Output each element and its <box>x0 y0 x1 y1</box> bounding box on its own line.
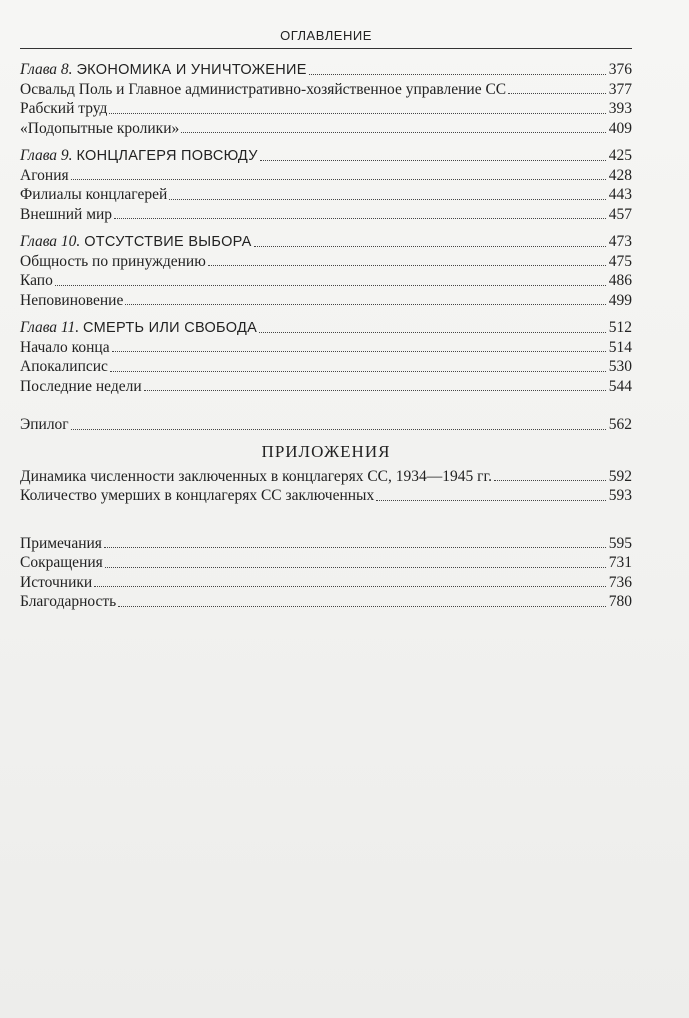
entry-title: Капо <box>20 272 53 289</box>
entry-title: Филиалы концлагерей <box>20 186 168 203</box>
dot-leader <box>110 371 606 372</box>
toc-entry <box>20 553 632 573</box>
toc-entry <box>20 573 632 593</box>
page-number: 512 <box>608 319 632 336</box>
entry-title: Эпилог <box>20 416 69 433</box>
chapter-row <box>20 146 632 166</box>
dot-leader <box>494 480 606 481</box>
dot-leader <box>71 429 606 430</box>
page-number: 486 <box>608 272 632 289</box>
spacer <box>20 138 632 146</box>
dot-leader <box>114 218 606 219</box>
spacer <box>20 396 632 415</box>
dot-leader <box>94 586 606 587</box>
entry-title: Освальд Поль и Главное административно-хозяйственное управление СС <box>20 80 507 98</box>
page-number: 499 <box>608 291 632 309</box>
entry-title: Апокалипсис <box>20 358 108 375</box>
dot-leader <box>104 547 606 548</box>
dot-leader <box>508 93 606 94</box>
chapter-row <box>20 318 632 338</box>
entry-title: Источники <box>20 573 93 591</box>
page-number: 376 <box>608 61 632 78</box>
page-number: 443 <box>608 186 632 203</box>
dot-leader <box>259 332 606 333</box>
toc-entry <box>20 119 632 139</box>
entry-title: Динамика численности заключенных в концлагерях СС, 1934—1945 гг. <box>20 467 492 485</box>
page-number: 514 <box>608 338 632 356</box>
chapter-label: Глава 8. <box>20 61 73 78</box>
chapter-title: КОНЦЛАГЕРЯ ПОВСЮДУ <box>76 148 258 164</box>
page-number: 409 <box>608 119 632 137</box>
dot-leader <box>169 199 606 200</box>
page-number: 475 <box>608 252 632 270</box>
entry-title: Агония <box>20 166 69 184</box>
epilogue-row <box>20 415 632 435</box>
toc-entry <box>20 252 632 272</box>
dot-leader <box>118 606 606 607</box>
chapter-title: ЭКОНОМИКА И УНИЧТОЖЕНИЕ <box>76 62 307 78</box>
page-number: 425 <box>608 147 632 164</box>
page-number: 473 <box>608 233 632 250</box>
page-number: 377 <box>608 80 632 98</box>
page-number: 393 <box>608 100 632 117</box>
chapter-label: Глава 11. <box>20 319 80 336</box>
page-header: ОГЛАВЛЕНИЕ <box>280 28 372 43</box>
toc-entry <box>20 99 632 119</box>
spacer <box>20 506 632 534</box>
dot-leader <box>112 351 606 352</box>
entry-title: Количество умерших в концлагерях СС заключенных <box>20 487 375 504</box>
entry-title: Рабский труд <box>20 100 108 117</box>
toc-entry <box>20 467 632 487</box>
page-number: 736 <box>608 573 632 591</box>
toc-entry <box>20 357 632 377</box>
page-number: 593 <box>608 487 632 504</box>
table-of-contents <box>20 60 632 612</box>
dot-leader <box>309 74 606 75</box>
page-number: 530 <box>608 358 632 375</box>
page-number: 544 <box>608 377 632 395</box>
page-number: 428 <box>608 166 632 184</box>
entry-title: Неповиновение <box>20 291 124 309</box>
entry-title: «Подопытные кролики» <box>20 119 180 137</box>
dot-leader <box>260 160 606 161</box>
toc-entry <box>20 185 632 205</box>
dot-leader <box>55 285 606 286</box>
page-number: 457 <box>608 205 632 223</box>
toc-entry <box>20 338 632 358</box>
header-rule <box>20 48 632 49</box>
entry-title: Последние недели <box>20 377 142 395</box>
spacer <box>20 224 632 232</box>
chapter-row <box>20 232 632 252</box>
dot-leader <box>208 265 606 266</box>
entry-title: Общность по принуждению <box>20 252 206 270</box>
dot-leader <box>254 246 606 247</box>
dot-leader <box>376 500 606 501</box>
appendix-heading: ПРИЛОЖЕНИЯ <box>261 441 391 461</box>
page-number: 731 <box>608 554 632 571</box>
page-number: 592 <box>608 467 632 485</box>
dot-leader <box>71 179 606 180</box>
toc-entry <box>20 271 632 291</box>
chapter-label: Глава 9. <box>20 147 73 164</box>
toc-entry <box>20 534 632 554</box>
toc-entry <box>20 592 632 612</box>
dot-leader <box>105 567 606 568</box>
toc-entry <box>20 205 632 225</box>
page-number: 780 <box>608 593 632 610</box>
page-number: 562 <box>608 416 632 433</box>
toc-entry <box>20 291 632 311</box>
entry-title: Благодарность <box>20 593 117 610</box>
entry-title: Сокращения <box>20 554 103 571</box>
dot-leader <box>144 390 606 391</box>
spacer <box>20 310 632 318</box>
toc-entry <box>20 80 632 100</box>
toc-entry <box>20 166 632 186</box>
entry-title: Примечания <box>20 534 102 552</box>
entry-title: Внешний мир <box>20 205 113 223</box>
toc-entry <box>20 377 632 397</box>
chapter-row <box>20 60 632 80</box>
page-number: 595 <box>608 534 632 552</box>
chapter-title: СМЕРТЬ ИЛИ СВОБОДА <box>83 320 258 336</box>
chapter-label: Глава 10. <box>20 233 81 250</box>
dot-leader <box>181 132 606 133</box>
chapter-title: ОТСУТСТВИЕ ВЫБОРА <box>84 234 252 250</box>
entry-title: Начало конца <box>20 338 110 356</box>
dot-leader <box>109 113 606 114</box>
toc-entry <box>20 486 632 506</box>
dot-leader <box>125 304 606 305</box>
